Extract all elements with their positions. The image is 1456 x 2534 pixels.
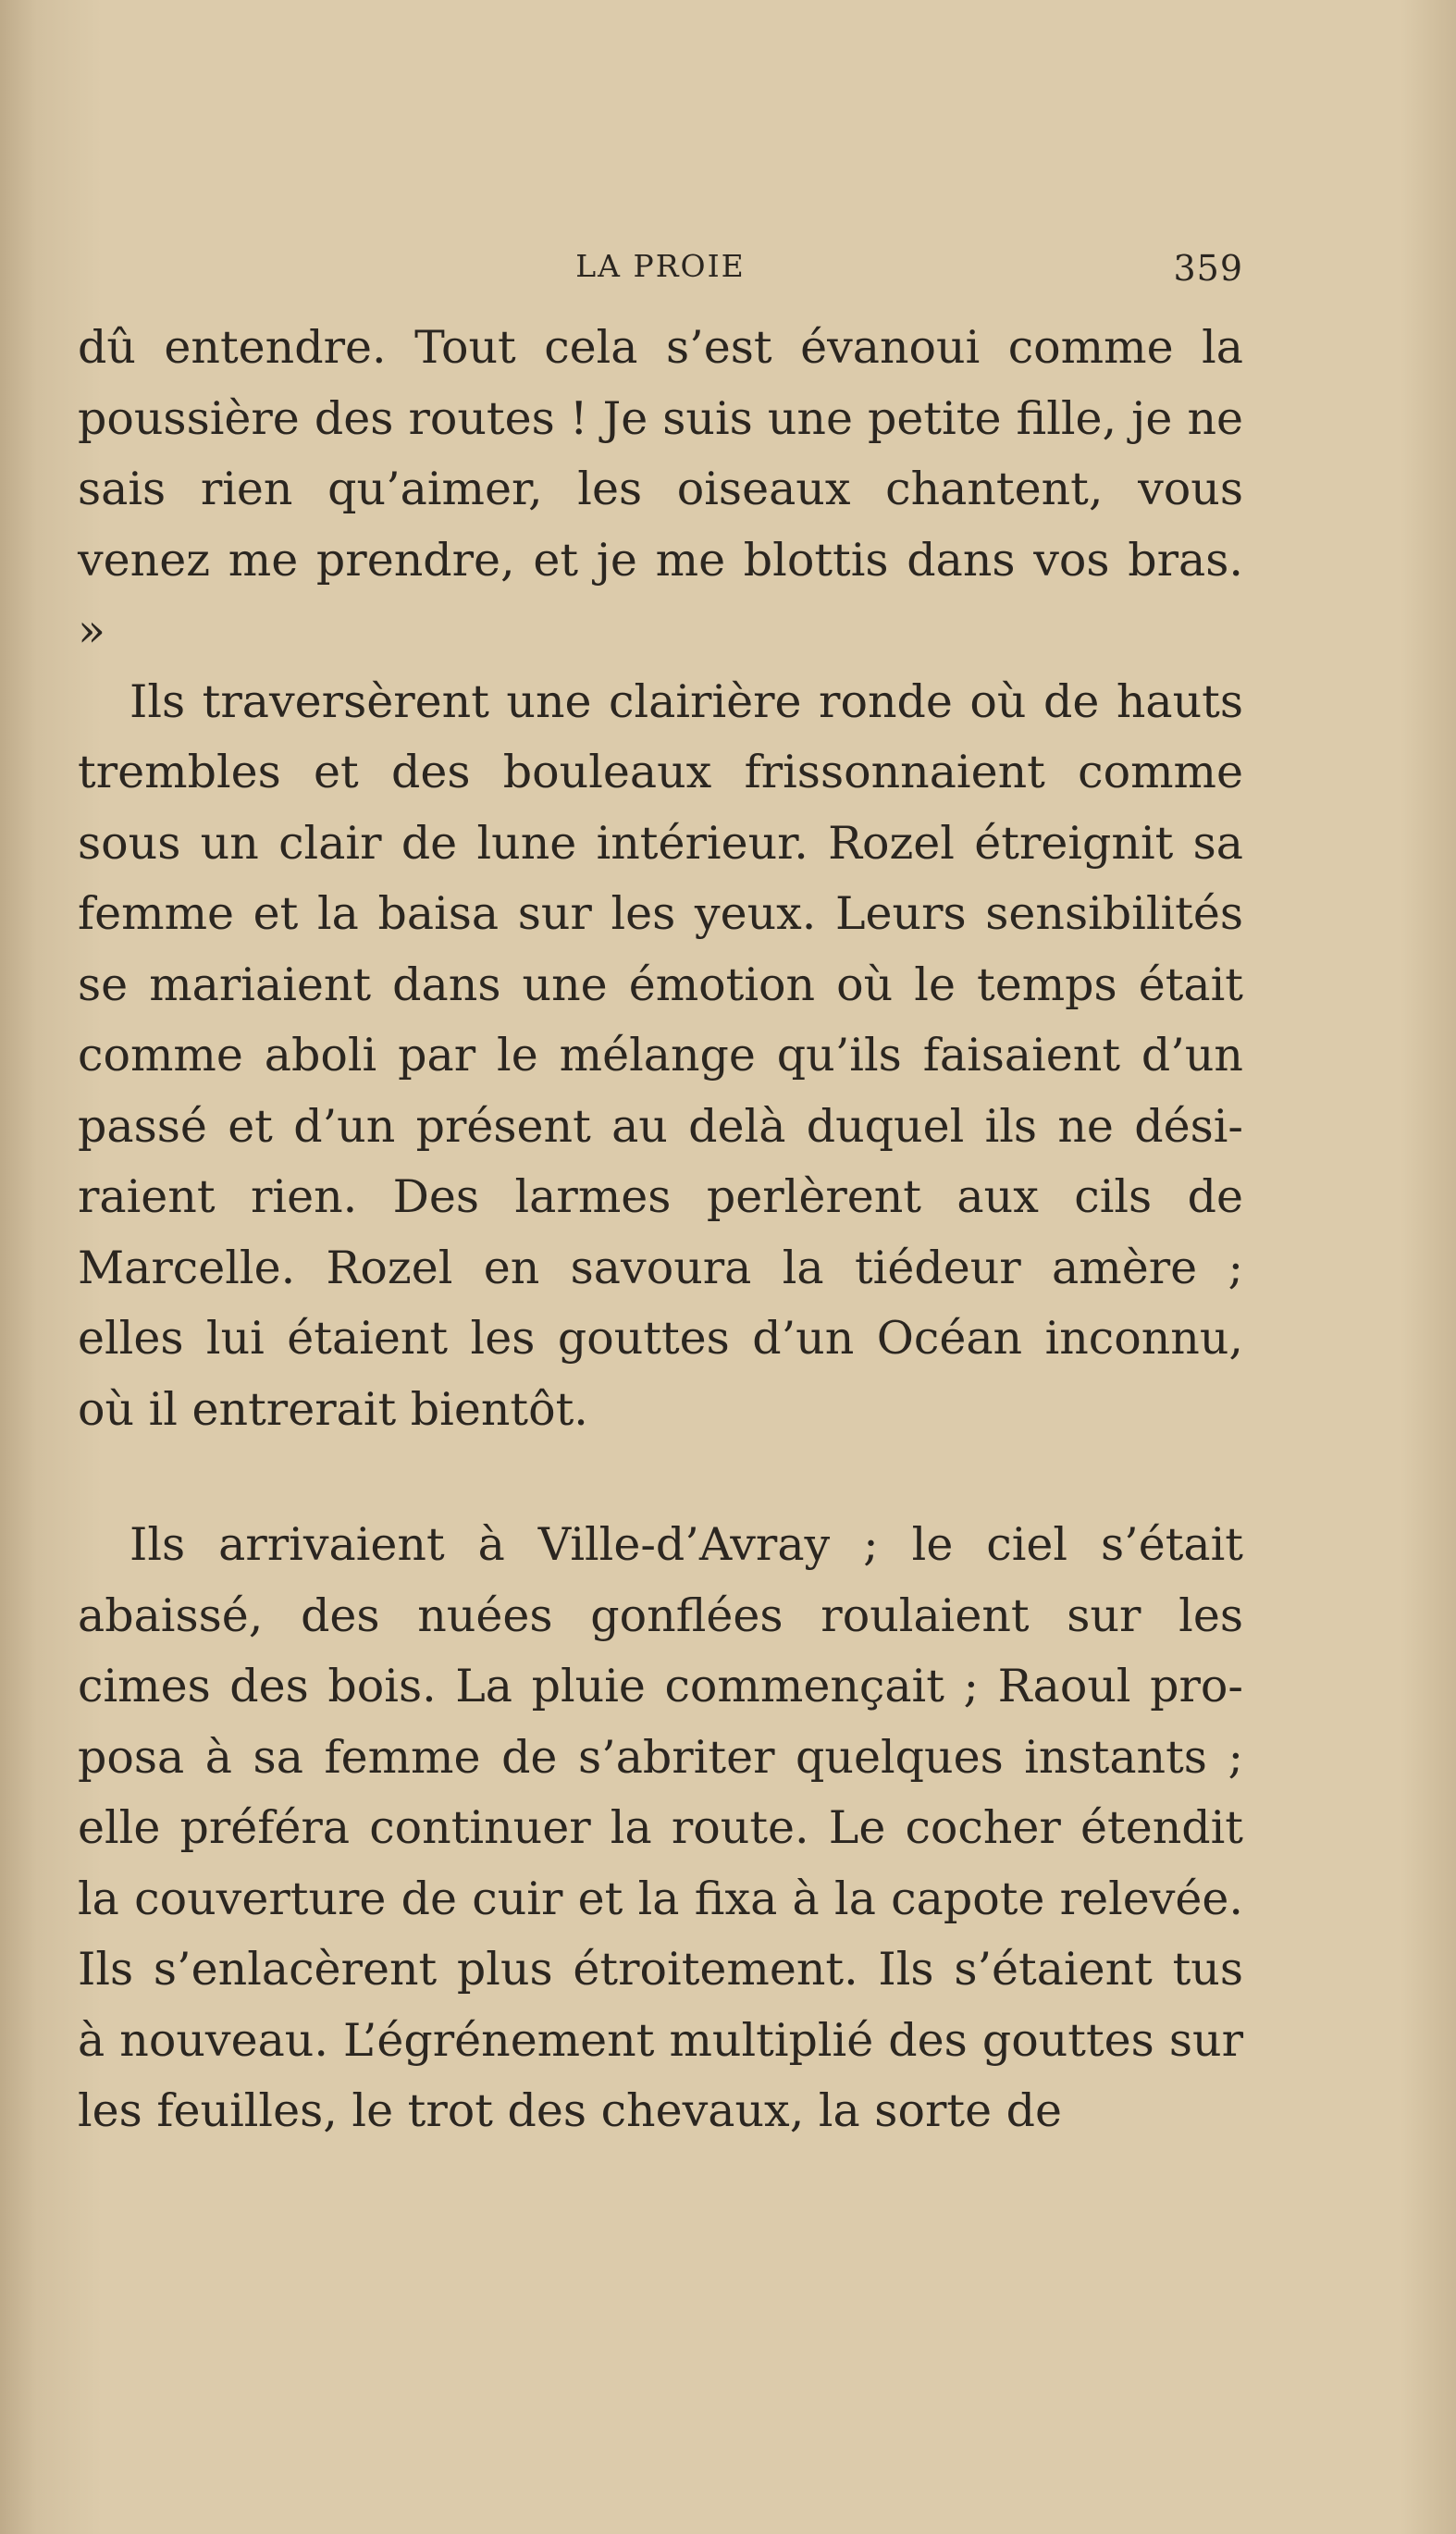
paragraph: Ils arrivaient à Ville-d’Avray ; le ciel s’était abaissé, des nuées gonflées roulaient sur les cimes des bois. La pluie commençait ; Raoul pro-posa à sa femme de s’abriter quelques instants ; elle préféra continuer la route. Le cocher étendit la couverture de cuir et la fixa à la capote relevée. Ils s’enlacèrent plus étroitement. Ils s’étaient tus à nouveau. L’égrénement multiplié des gouttes sur les feuilles, le trot des chevaux, la sorte de bbox=[78, 1518, 1243, 2137]
running-title: LA PROIE bbox=[575, 248, 746, 284]
page-number: 359 bbox=[1173, 248, 1243, 289]
page-header bbox=[78, 248, 1243, 294]
paragraph-continued: dû entendre. Tout cela s’est évanoui comme la poussière des routes ! Je suis une petite fille, je ne sais rien qu’aimer, les oiseaux chantent, vous venez me prendre, et je me blottis dans vos bras. » bbox=[78, 321, 1243, 657]
paragraph: Ils traversèrent une clairière ronde où de hauts trembles et des bouleaux frissonnaient comme sous un clair de lune intérieur. Rozel étreignit sa femme et la baisa sur les yeux. Leurs sensibilités se mariaient dans une émotion où le temps était comme aboli par le mélange qu’ils faisaient d’un passé et d’un présent au delà duquel ils ne dési-raient rien. Des larmes perlèrent aux cils de Marcelle. Rozel en savoura la tiédeur amère ; elles lui étaient les gouttes d’un Océan inconnu, où il entrerait bientôt. bbox=[78, 674, 1243, 1436]
text-block-lower bbox=[78, 1510, 1243, 2147]
text-block-upper bbox=[78, 313, 1243, 1445]
